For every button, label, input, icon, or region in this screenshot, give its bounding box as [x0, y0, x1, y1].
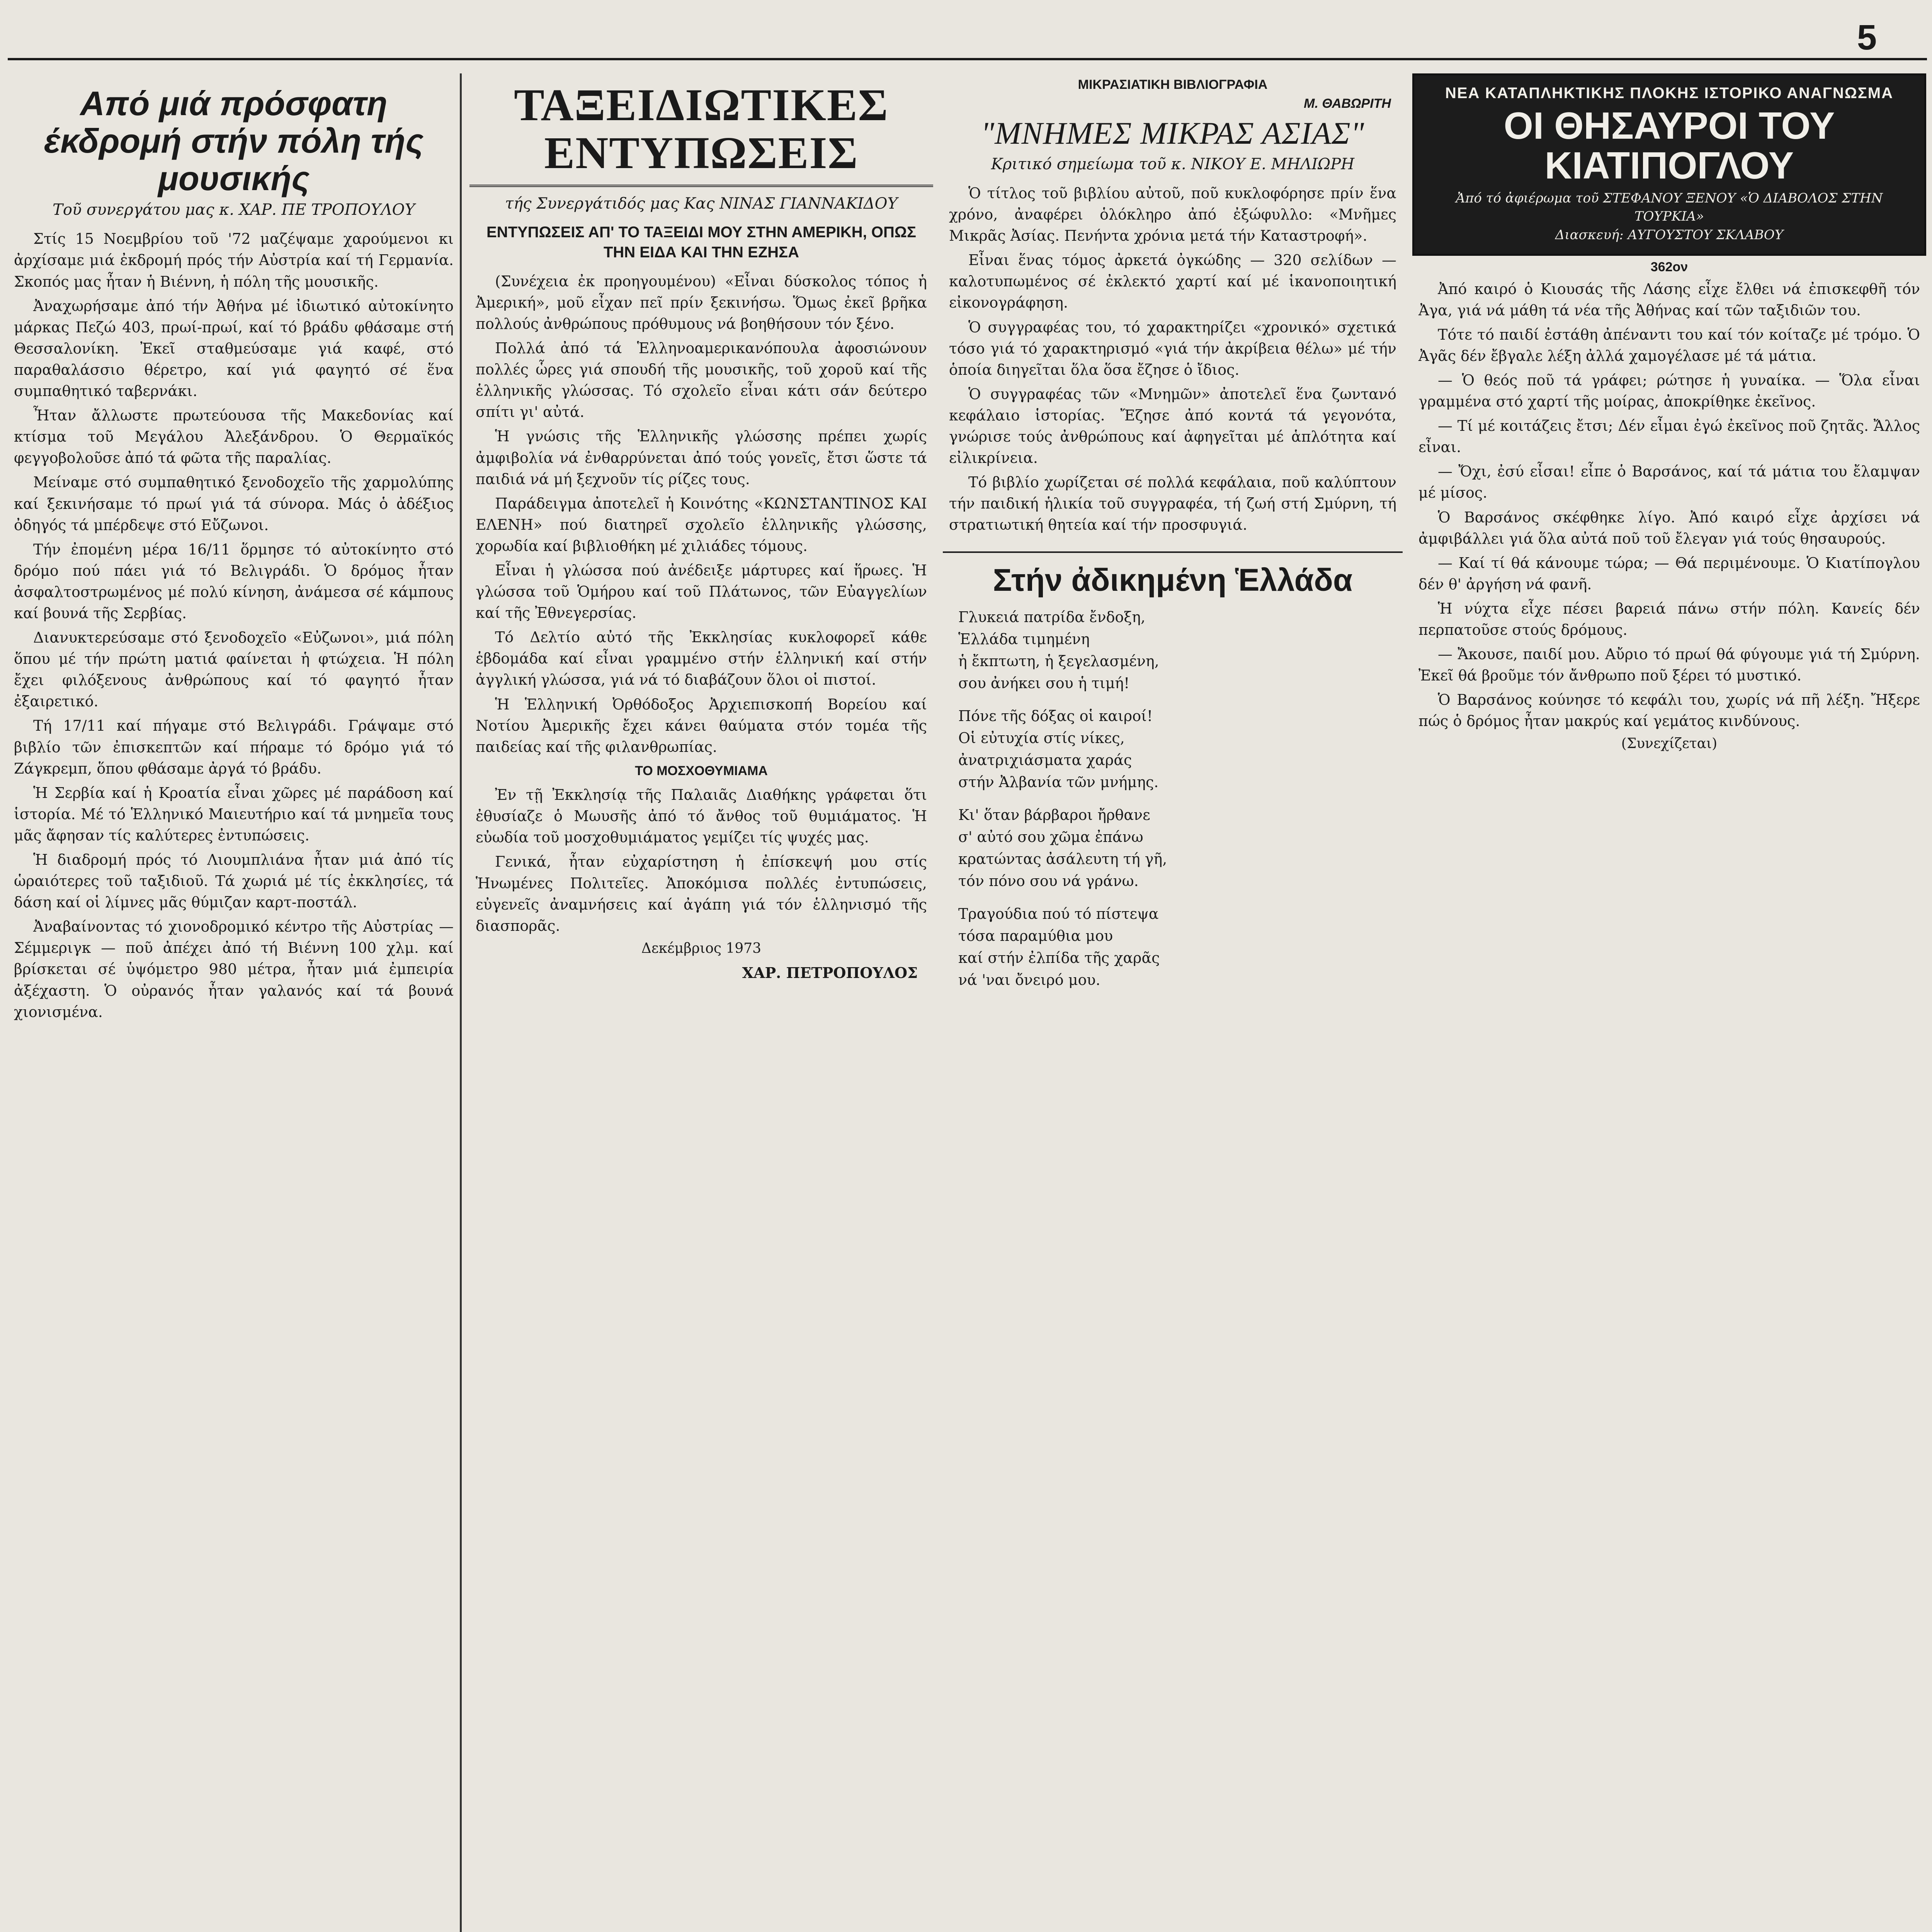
top-rule [8, 58, 1927, 60]
paragraph: Ἡ Σερβία καί ἡ Κροατία εἶναι χῶρες μέ παράδοση καί ἱστορία. Μέ τό Ἑλληνικό Μαιευτήριο καί τά μνημεῖα τους μᾶς ἄφησαν τίς καλύτερες ἐντυπώσεις. [14, 784, 454, 844]
paragraph: Εἶναι ἕνας τόμος ἀρκετά ὀγκώδης — 320 σελίδων — καλοτυπωμένος σέ ἐκλεκτό χαρτί καί μέ ἱκανοποιητική εἰκονογράφηση. [949, 252, 1396, 311]
book-review-column [943, 73, 1403, 1932]
poem-stanza: Κι' ὅταν βάρβαροι ἤρθανε σ' αὐτό σου χῶμα ἐπάνω κρατώντας ἀσάλευτη τή γῆ, τόν πόνο σου νά γράνω. [958, 806, 1167, 889]
article-music-city [8, 73, 462, 1932]
paragraph: Τό βιβλίο χωρίζεται σέ πολλά κεφάλαια, ποῦ καλύπτουν τήν παιδική ἡλικία τοῦ συγγραφέα, τή ζωή στή Σμύρνη, τή στρατιωτική θητεία καί τήν προσφυγιά. [949, 474, 1396, 534]
paragraph: Ἀναχωρήσαμε ἀπό τήν Ἀθήνα μέ ἰδιωτικό αὐτοκίνητο μάρκας Πεζώ 403, πρωί-πρωί, καί τό βράδυ φθάσαμε στή Θεσσαλονίκη. Ἐκεῖ σταθμεύσαμε γιά καφέ, στό παραθαλάσσιο θέρετρο, καί γιά φαγητό σέ ἕνα συμπαθητικό ταβερνάκι. [14, 297, 454, 400]
article-headline: ΤΑΞΕΙΔΙΩΤΙΚΕΣ ΕΝΤΥΠΩΣΕΙΣ [469, 81, 933, 187]
page-number: 5 [1857, 18, 1877, 57]
paragraph: Στίς 15 Νοεμβρίου τοῦ '72 μαζέψαμε χαρούμενοι κι ἀρχίσαμε μιά ἐκδρομή πρός τήν Αὐστρία καί τή Γερμανία. Σκοπός μας ἦταν ἡ Βιέννη, ἡ πόλη τῆς μουσικῆς. [14, 230, 454, 290]
paragraph: Ὁ τίτλος τοῦ βιβλίου αὐτοῦ, ποῦ κυκλοφόρησε πρίν ἕνα χρόνο, ἀναφέρει ὁλόκληρο ἀπό ἐξώφυλλο: «Μνῆμες Μικρᾶς Ἀσίας. Πενήντα χρόνια μετά τήν Καταστροφή». [949, 185, 1396, 245]
paragraph: Ἡ γνώσις τῆς Ἑλληνικῆς γλώσσης πρέπει χωρίς ἀμφιβολία νά ἐνθαρρύνεται ἀπό τούς γονεῖς, ἔτσι ὥστε τά παιδιά νά μή ξεχνοῦν τίς ρίζες τους. [476, 428, 927, 488]
article-byline: τής Συνεργάτιδός μας Κας ΝΙΝΑΣ ΓΙΑΝΝΑΚΙΔΟΥ [505, 194, 898, 213]
continued-note: (Συνεχίζεται) [1621, 736, 1718, 752]
serial-source: Ἀπό τό ἀφιέρωμα τοῦ ΣΤΕΦΑΝΟΥ ΞΕΝΟΥ «Ὁ ΔΙΑΒΟΛΟΣ ΣΤΗΝ ΤΟΥΡΚΙΑ» [1456, 190, 1883, 224]
review-body [949, 183, 1396, 536]
review-byline: Κριτικό σημείωμα τοῦ κ. ΝΙΚΟΥ Ε. ΜΗΛΙΩΡΗ [991, 155, 1355, 173]
paragraph: Εἶναι ἡ γλώσσα πού ἀνέδειξε μάρτυρες καί ἥρωες. Ἡ γλώσσα τοῦ Ὁμήρου καί τοῦ Πλάτωνος, τῶν Εὐαγγελίων καί τῆς Ἐθνεγερσίας. [476, 562, 927, 622]
section-label: ΜΙΚΡΑΣΙΑΤΙΚΗ ΒΙΒΛΙΟΓΡΑΦΙΑ [1078, 77, 1268, 92]
paragraph: Τό Δελτίο αὐτό τῆς Ἐκκλησίας κυκλοφορεῖ κάθε ἑβδομάδα καί εἶναι γραμμένο στήν ἑλληνική καί στήν ἀγγλική γλώσσα, γιά νά τό διαβάζουν ὅλοι οἱ πιστοί. [476, 629, 927, 689]
paragraph: Τήν ἐπομένη μέρα 16/11 ὅρμησε τό αὐτοκίνητο στό δρόμο πού πάει γιά τό Βελιγράδι. Ὁ δρόμος ἦταν ἀσφαλτοστρωμένος μέ πολύ κίνηση, ἀνάμεσα σέ κάμπους καί βουνά τῆς Σερβίας. [14, 541, 454, 622]
sign-name: ΧΑΡ. ΠΕΤΡΟΠΟΥΛΟΣ [742, 964, 918, 981]
article-body [476, 271, 927, 937]
paragraph: Τότε τό παιδί ἐστάθη ἀπέναντι του καί τόν κοίταζε μέ τρόμο. Ὁ Ἀγᾶς δέν ἔβγαλε λέξη ἀλλά χαμογέλασε μέ τά μάτια. [1418, 326, 1920, 364]
article-subhead: ΕΝΤΥΠΩΣΕΙΣ ΑΠ' ΤΟ ΤΑΞΕΙΔΙ ΜΟΥ ΣΤΗΝ ΑΜΕΡΙΚΗ, ΟΠΩΣ ΤΗΝ ΕΙΔΑ ΚΑΙ ΤΗΝ ΕΖΗΣΑ [486, 223, 916, 261]
paragraph: — Ἄκουσε, παιδί μου. Αὔριο τό πρωί θά φύγουμε γιά τή Σμύρνη. Ἐκεῖ θά βροῦμε τόν ἄνθρωπο ποῦ ξέρει τό μυστικό. [1418, 646, 1920, 684]
paragraph: Ἡ νύχτα εἶχε πέσει βαρειά πάνω στήν πόλη. Κανείς δέν περπατοῦσε στούς δρόμους. [1418, 600, 1920, 638]
paragraph: — Καί τί θά κάνουμε τώρα; — Θά περιμένουμε. Ὁ Κιατίπογλου δέν θ' ἀργήση νά φανῆ. [1418, 554, 1920, 593]
paragraph: Γενικά, ἦταν εὐχαρίστηση ἡ ἐπίσκεψή μου στίς Ἡνωμένες Πολιτεῖες. Ἀποκόμισα πολλές ἐντυπώσεις, εὐγενεῖς ἀναμνήσεις καί ἀγάπη γιά τόν ἑλληνισμό τῆς διασπορᾶς. [476, 853, 927, 934]
poem-stanza: Γλυκειά πατρίδα ἔνδοξη, Ἑλλάδα τιμημένη ἡ ἔκπτωτη, ἡ ξεγελασμένη, σου ἀνήκει σου ἡ τιμή! [958, 608, 1159, 692]
poem-stanza: Πόνε τῆς δόξας οἱ καιροί! Οἱ εὐτυχία στίς νίκες, ἀνατριχιάσματα χαράς στήν Ἀλβανία τῶν μνήμης. [958, 707, 1159, 791]
serial-title: ΟΙ ΘΗΣΑΥΡΟΙ ΤΟΥ ΚΙΑΤΙΠΟΓΛΟΥ [1503, 104, 1835, 187]
serial-banner [1412, 73, 1926, 256]
paragraph: Τή 17/11 καί πήγαμε στό Βελιγράδι. Γράψαμε στό βιβλίο τῶν ἐπισκεπτῶν καί πήραμε τό δρόμο γιά τό Ζάγκρεμπ, ὅπου φθάσαμε ἀργά τό βράδυ. [14, 717, 454, 777]
paragraph: — Ὁ θεός ποῦ τά γράφει; ρώτησε ἡ γυναίκα. — Ὅλα εἶναι γραμμένα στό χαρτί τῆς μοίρας, ἀποκρίθηκε ἐκεῖνος. [1418, 371, 1920, 410]
sign-date: Δεκέμβριος 1973 [641, 940, 762, 956]
serial-adaptation: Διασκευή: ΑΥΓΟΥΣΤΟΥ ΣΚΛΑΒΟΥ [1555, 227, 1784, 243]
serial-body [1418, 279, 1920, 732]
article-byline: Τοῦ συνεργάτου μας κ. ΧΑΡ. ΠΕ ΤΡΟΠΟΥΛΟΥ [53, 201, 415, 219]
article-headline: Από μιά πρόσφατη έκδρομή στήν πόλη τής μουσικής [44, 84, 424, 197]
paragraph: Ἡ Ἑλληνική Ὀρθόδοξος Ἀρχιεπισκοπή Βορείου καί Νοτίου Ἀμερικῆς ἔχει κάνει θαύματα στόν τομέα τῆς παιδείας καί τῆς φιλανθρωπίας. [476, 696, 927, 755]
paragraph: Μείναμε στό συμπαθητικό ξενοδοχεῖο τῆς χαρμολύπης καί ξεκινήσαμε τό πρωί γιά τά σύνορα. Μάς ὁ ἀδέξιος ὀδηγός τά μπέρδεψε στό Εὔζωνοι. [14, 474, 454, 534]
paragraph: Ὁ συγγραφέας του, τό χαρακτηρίζει «χρονικό» σχετικά τόσο γιά τό χαρακτηρισμό «γιά τήν ἀκρίβεια θέλω» μέ τήν ὁποία διηγεῖται ὅλα ὅσα ἔζησε ὁ ἴδιος. [949, 318, 1396, 378]
article-travel-impressions [469, 73, 933, 1932]
poem [958, 606, 1387, 991]
paragraph: Ὁ Βαρσάνος σκέφθηκε λίγο. Ἀπό καιρό εἶχε ἀρχίσει νά ἀμφιβάλλει γιά ὅλα αὐτά ποῦ τοῦ ἔλεγαν γιά τούς θησαυρούς. [1418, 509, 1920, 547]
paragraph: Διανυκτερεύσαμε στό ξενοδοχεῖο «Εὐζωνοι», μιά πόλη ὅπου μέ τήν πρώτη ματιά φαίνεται ἡ φτώχεια. Ἡ πόλη ἔχει φιλόξενους ἀνθρώπους καί τό φαγητό ἦταν ἐξαιρετικό. [14, 629, 454, 710]
paragraph: — Ὄχι, ἐσύ εἶσαι! εἶπε ὁ Βαρσάνος, καί τά μάτια του ἔλαμψαν μέ μίσος. [1418, 463, 1920, 502]
episode-number: 362ον [1650, 259, 1688, 274]
paragraph: Ἐν τῇ Ἐκκλησίᾳ τῆς Παλαιᾶς Διαθήκης γράφεται ὅτι ἐθυσίαζε ὁ Μωυσῆς ἀπό τό ἄνθος τοῦ θυμιάματος. Ἡ εὐωδία τοῦ μοσχοθυμιάματος γεμίζει τίς ψυχές μας. [476, 786, 927, 846]
paragraph: (Συνέχεια ἐκ προηγουμένου) «Εἶναι δύσκολος τόπος ἡ Ἀμερική», μοῦ εἶχαν πεῖ πρίν ξεκινήσω. Ὅμως ἐκεῖ βρῆκα πολλούς ἀνθρώπους πρόθυμους νά βοηθήσουν τόν ξένο. [476, 272, 927, 332]
paragraph: Ἦταν ἄλλωστε πρωτεύουσα τῆς Μακεδονίας καί κτίσμα τοῦ Μεγάλου Ἀλεξάνδρου. Ὁ Θερμαϊκός φεγγοβολοῦσε ἀπό τά φῶτα τῆς παραλίας. [14, 407, 454, 467]
book-title: "ΜΝΗΜΕΣ ΜΙΚΡΑΣ ΑΣΙΑΣ" [981, 116, 1365, 151]
paragraph: Ἡ διαδρομή πρός τό Λιουμπλιάνα ἦταν μιά ἀπό τίς ὡραιότερες τοῦ ταξιδιοῦ. Τά χωριά μέ τίς ἐκκλησίες, τά δάση καί οἱ λίμνες μᾶς θύμιζαν καρτ-ποστάλ. [14, 851, 454, 911]
article-body [14, 228, 454, 1022]
paragraph: Ἀπό καιρό ὁ Κιουσάς τῆς Λάσης εἶχε ἔλθει νά ἐπισκεφθῆ τόν Ἀγα, γιά νά μάθη τά νέα τῆς Ἀθήνας καί τῶν ταξιδιῶν του. [1418, 280, 1920, 319]
paragraph: — Τί μέ κοιτάζεις ἔτσι; Δέν εἶμαι ἐγώ ἐκεῖνος ποῦ ζητᾶς. Ἄλλος εἶναι. [1418, 417, 1920, 456]
paragraph: Ὁ Βαρσάνος κούνησε τό κεφάλι του, χωρίς νά πῆ λέξη. Ἤξερε πώς ὁ δρόμος ἦταν μακρύς καί γεμάτος κινδύνους. [1418, 691, 1920, 730]
poem-stanza: Τραγούδια πού τό πίστεψα τόσα παραμύθια μου καί στήν ἐλπίδα τῆς χαρᾶς νά 'ναι ὄνειρό μου. [958, 905, 1160, 988]
author-label: Μ. ΘΑΒΩΡΙΤΗ [1304, 96, 1391, 111]
poem-title: Στήν ἀδικημένη Ἑλλάδα [943, 551, 1403, 599]
serial-column [1412, 73, 1926, 1932]
paragraph: Παράδειγμα ἀποτελεῖ ἡ Κοινότης «ΚΩΝΣΤΑΝΤΙΝΟΣ ΚΑΙ ΕΛΕΝΗ» πού διατηρεῖ σχολεῖο ἑλληνικῆς γλώσσης, χορωδία καί βιβλιοθήκη μέ χιλιάδες τόμους. [476, 495, 927, 554]
paragraph: Πολλά ἀπό τά Ἑλληνοαμερικανόπουλα ἀφοσιώνουν πολλές ὧρες γιά σπουδή τῆς μουσικῆς, τοῦ χοροῦ καί τῆς ἑλληνικῆς γλώσσας. Τό σχολεῖο εἶναι κάτι σάν δεύτερο σπίτι γι' αὐτά. [476, 340, 927, 421]
paragraph: Ὁ συγγραφέας τῶν «Μνημῶν» ἀποτελεῖ ἕνα ζωντανό κεφάλαιο ἱστορίας. Ἔζησε ἀπό κοντά τά γεγονότα, γνώρισε τούς ἀνθρώπους καί ἀφηγεῖται μέ ἁπλότητα καί εἰλικρίνεια. [949, 385, 1396, 467]
section-subhead: ΤΟ ΜΟΣΧΟΘΥΜΙΑΜΑ [635, 763, 768, 778]
serial-kicker: ΝΕΑ ΚΑΤΑΠΛΗΚΤΙΚΗΣ ΠΛΟΚΗΣ ΙΣΤΟΡΙΚΟ ΑΝΑΓΝΩΣΜΑ [1445, 85, 1894, 102]
paragraph: Ἀναβαίνοντας τό χιονοδρομικό κέντρο τῆς Αὐστρίας — Σέμμεριγκ — ποῦ ἀπέχει ἀπό τή Βιέννη 100 χλμ. καί βρίσκεται σέ ὑψόμετρο 980 μέτρα, ἦταν μιά ἐμπειρία ἀξέχαστη. Ὁ οὐρανός ἦταν γαλανός καί τά βουνά χιονισμένα. [14, 918, 454, 1020]
